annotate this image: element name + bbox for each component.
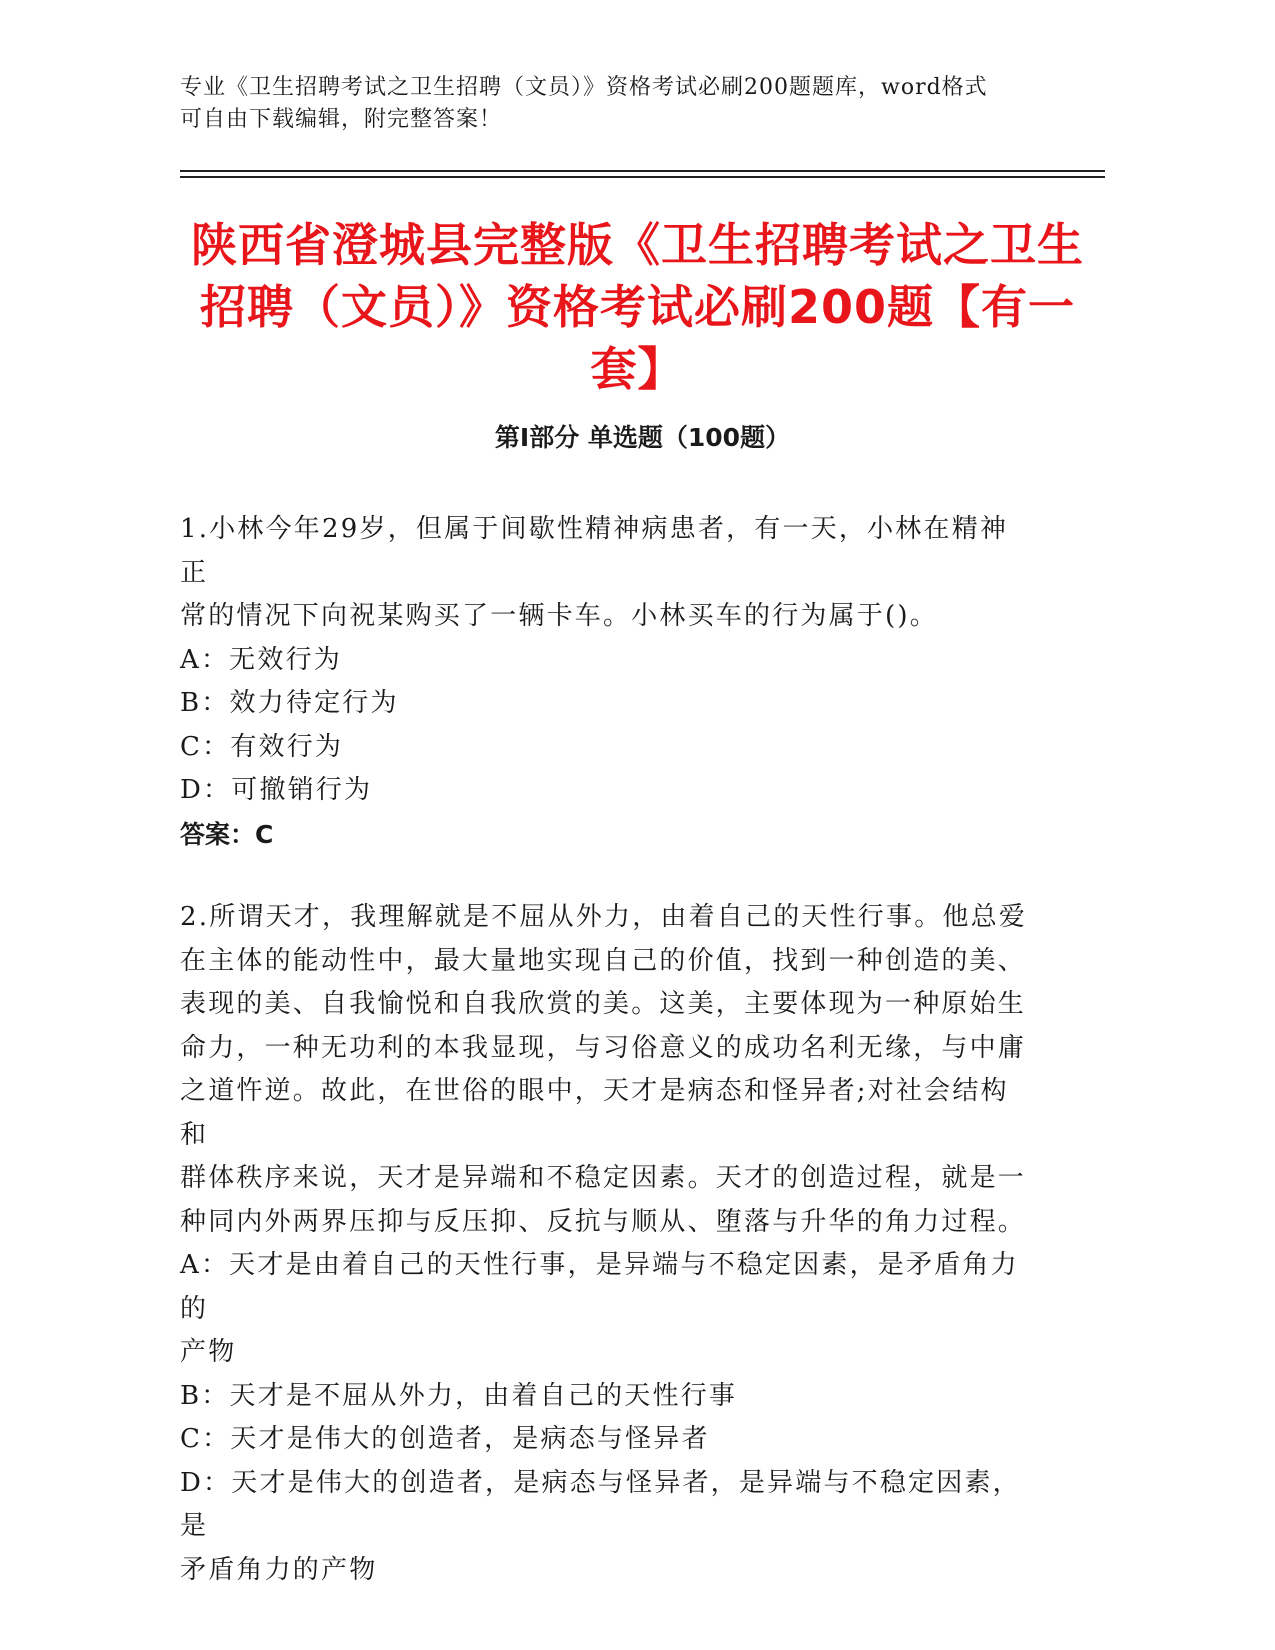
header-note: [180, 72, 1100, 136]
option-b: B：天才是不屈从外力，由着自己的天性行事: [180, 1380, 738, 1411]
header-note-line-2: 可自由下载编辑，附完整答案！: [180, 107, 503, 132]
question-1: [180, 508, 1030, 856]
document-title: [160, 214, 1115, 400]
option-d: D：可撤销行为: [180, 775, 373, 805]
option-a: A：天才是由着自己的天性行事，是异端与不稳定因素，是矛盾角力的: [180, 1250, 1019, 1324]
question-stem-line: 群体秩序来说，天才是异端和不稳定因素。天才的创造过程，就是一: [180, 1163, 1027, 1193]
question-stem-line: 之道忤逆。故此，在世俗的眼中，天才是病态和怪异者;对社会结构和: [180, 1076, 1009, 1150]
option-c: C：天才是伟大的创造者，是病态与怪异者: [180, 1424, 710, 1454]
question-stem-line: 1.小林今年29岁，但属于间歇性精神病患者，有一天，小林在精神正: [180, 514, 1009, 588]
document-title-line-3: 套】: [590, 342, 685, 396]
section-heading: 第I部分 单选题（100题）: [494, 423, 791, 452]
question-stem-line: 命力，一种无功利的本我显现，与习俗意义的成功名利无缘，与中庸: [180, 1032, 1027, 1063]
question-stem-line: 种同内外两界压抑与反压抑、反抗与顺从、堕落与升华的角力过程。: [180, 1206, 1027, 1237]
question-list: [180, 508, 1030, 1632]
question-stem-line: 在主体的能动性中，最大量地实现自己的价值，找到一种创造的美、: [180, 945, 1027, 976]
option-d-continued: 矛盾角力的产物: [180, 1554, 378, 1585]
option-a: A：无效行为: [180, 644, 342, 675]
question-stem-line: 2.所谓天才，我理解就是不屈从外力，由着自己的天性行事。他总爱: [180, 902, 1028, 932]
option-a-continued: 产物: [180, 1337, 237, 1367]
header-note-line-1: 专业《卫生招聘考试之卫生招聘（文员）》资格考试必刷200题题库，word格式: [180, 75, 988, 100]
option-d: D：天才是伟大的创造者，是病态与怪异者，是异端与不稳定因素，是: [180, 1467, 1021, 1541]
question-stem-line: 表现的美、自我愉悦和自我欣赏的美。这美，主要体现为一种原始生: [180, 989, 1027, 1019]
answer-label: 答案：C: [180, 819, 274, 849]
question-stem-line: 常的情况下向祝某购买了一辆卡车。小林买车的行为属于()。: [180, 601, 938, 631]
question-2: [180, 896, 1030, 1592]
document-title-line-1: 陕西省澄城县完整版《卫生招聘考试之卫生: [191, 218, 1084, 272]
header-divider-bottom: [180, 176, 1105, 178]
document-title-line-2: 招聘（文员）》资格考试必刷200题【有一: [199, 280, 1076, 334]
header-divider-top: [180, 170, 1105, 172]
option-c: C：有效行为: [180, 731, 344, 762]
option-b: B：效力待定行为: [180, 688, 399, 718]
